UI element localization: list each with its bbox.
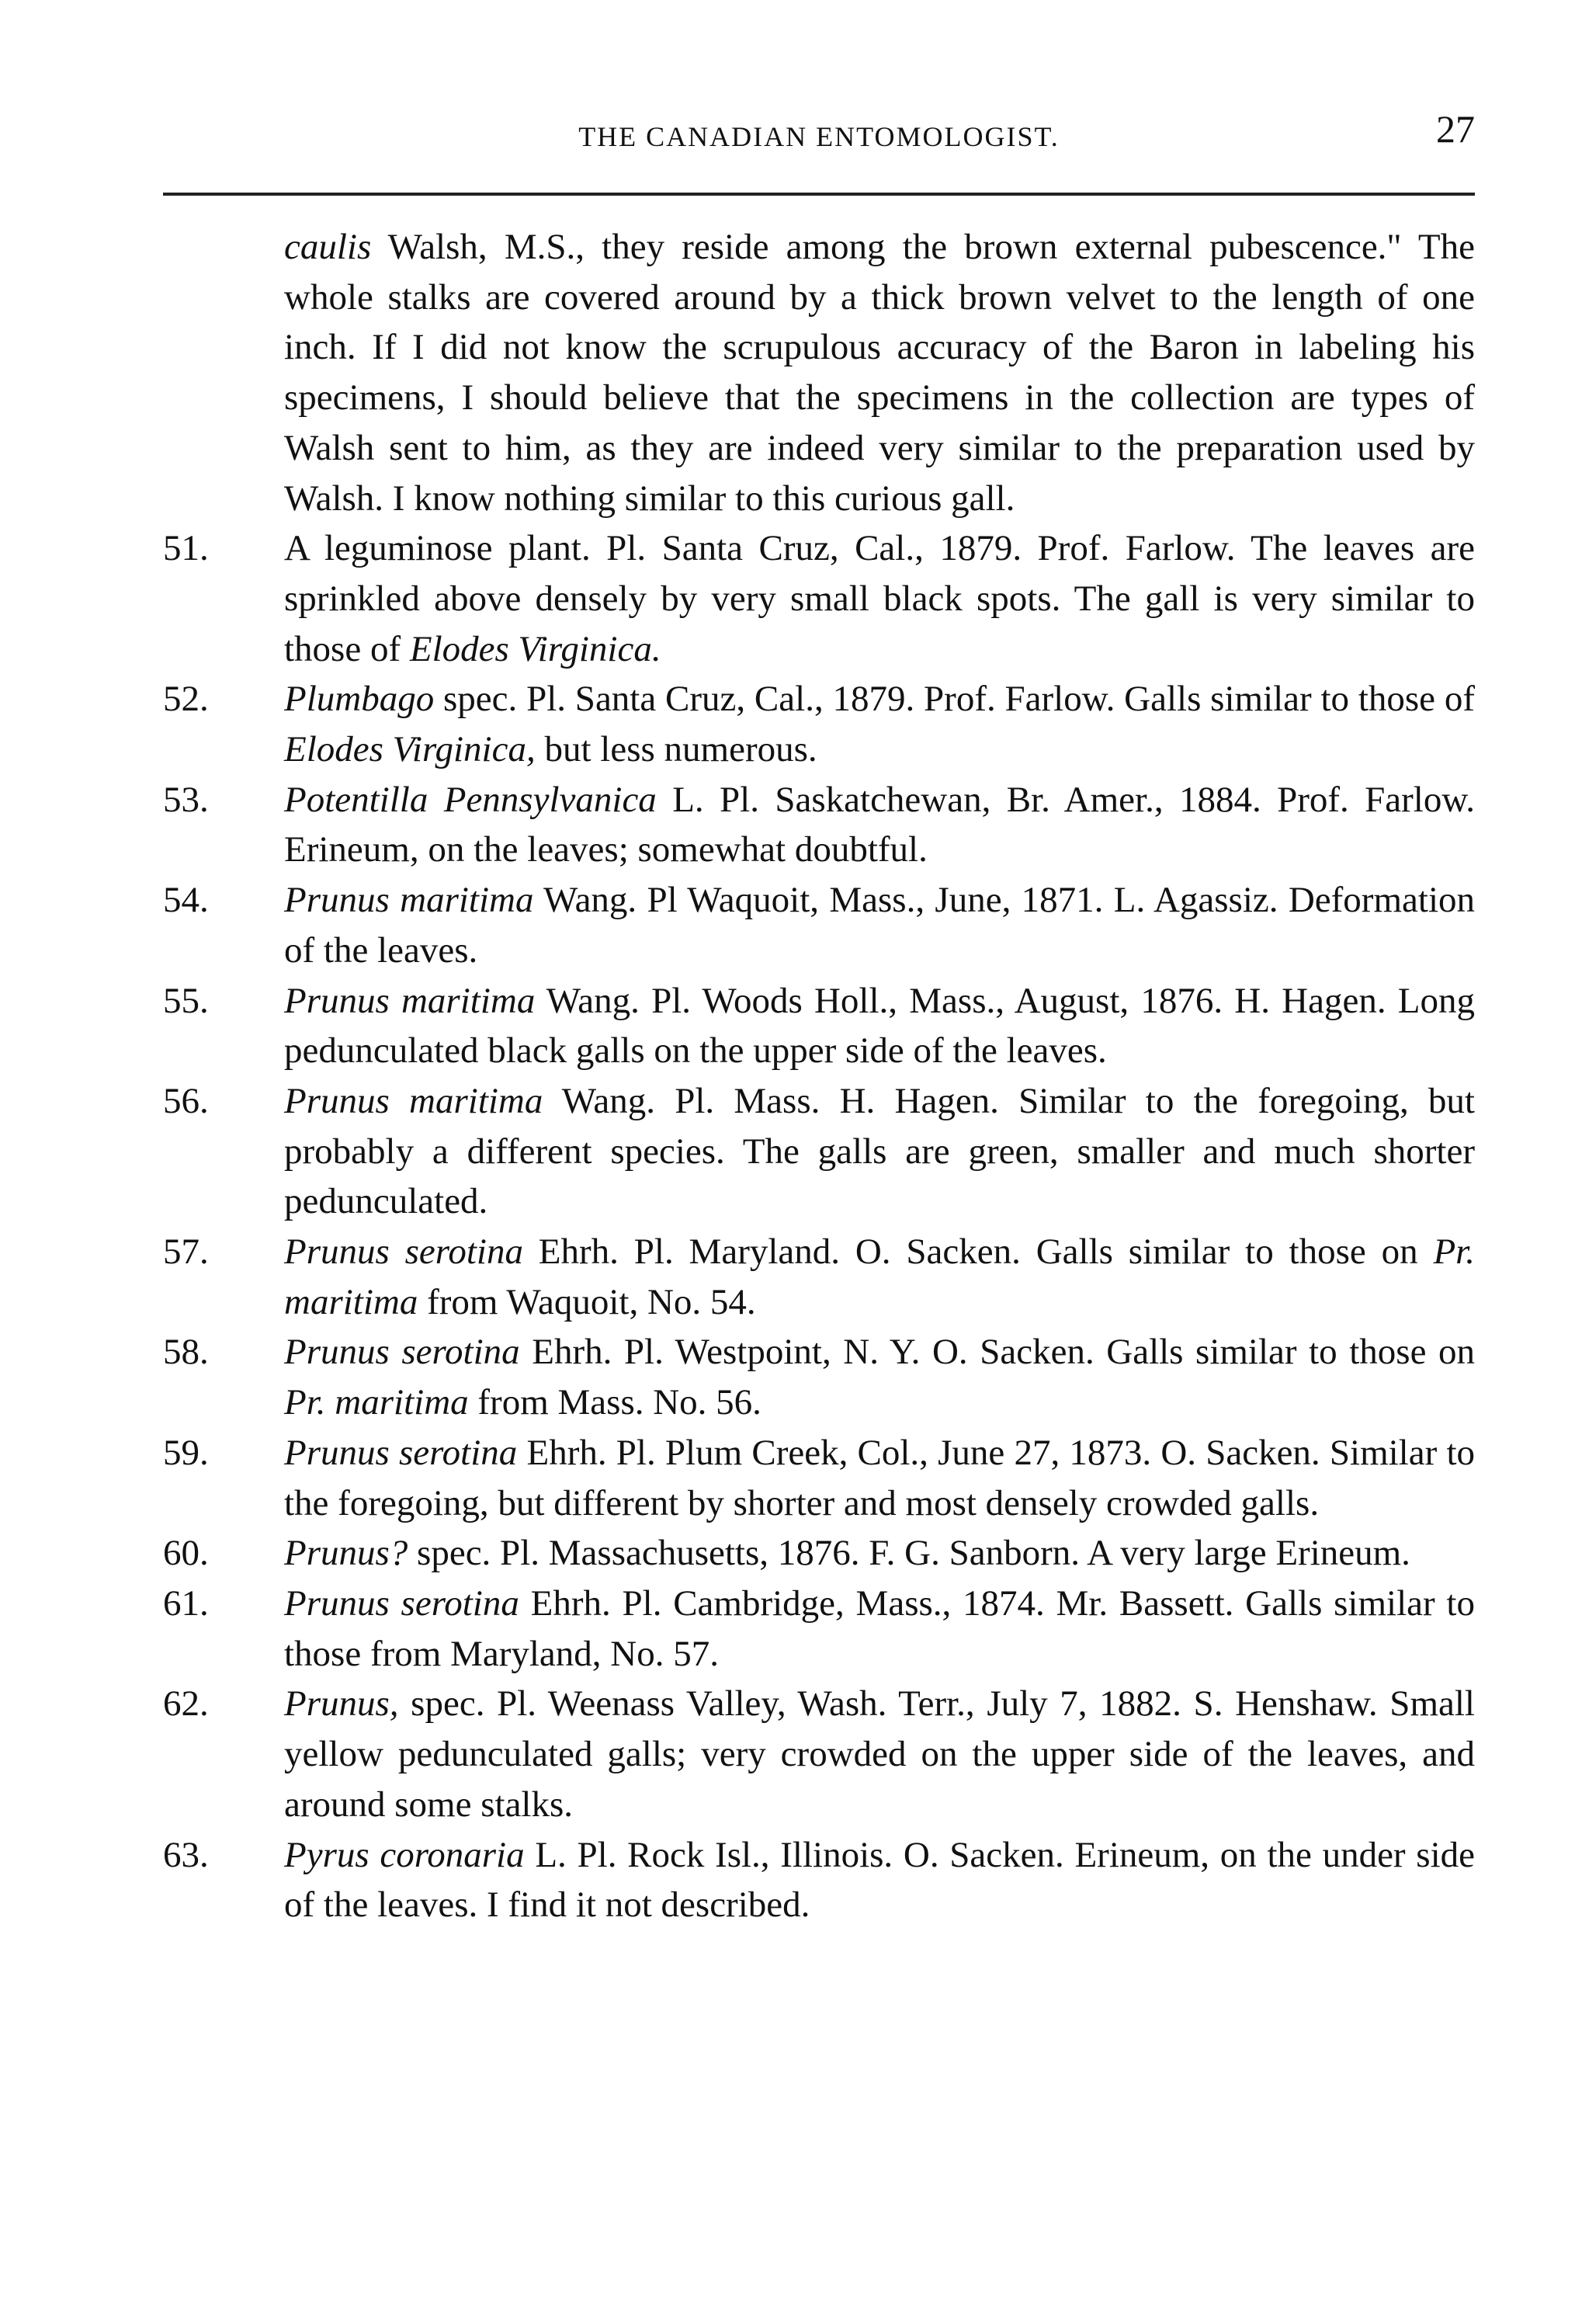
entry: [163, 222, 1475, 523]
entry-text: Prunus maritima Wang. Pl. Woods Holl., Mass., August, 1876. H. Hagen. Long pedunculated black galls on the upper side of the leaves.: [284, 980, 1475, 1072]
entry-text: Potentilla Pennsylvanica L. Pl. Saskatchewan, Br. Amer., 1884. Prof. Farlow. Erineum, on the leaves; somewhat doubtful.: [284, 779, 1476, 870]
entry-number: 56.: [163, 1080, 209, 1121]
entry: [163, 523, 1475, 674]
entry: [163, 1579, 1475, 1679]
header-rule: [163, 193, 1475, 196]
entry-number: 53.: [163, 779, 209, 820]
entry-number: 58.: [163, 1332, 209, 1373]
entry-number: 60.: [163, 1533, 209, 1574]
entry-text: caulis Walsh, M.S., they reside among the brown external pubescence." The whole stalks are covered around by a thick brown velvet to the length of one inch. If I did not know the scrupulous accuracy of the Baron in labeling his specimens, I should believe that the specimens in the collection are types of Walsh sent to him, as they are indeed very similar to the preparation used by Walsh. I know nothing similar to this curious gall.: [284, 227, 1475, 519]
entry: [163, 976, 1475, 1076]
entry-number: 51.: [163, 528, 209, 569]
entry: [163, 875, 1475, 975]
entry-text: Pyrus coronaria L. Pl. Rock Isl., Illinois. O. Sacken. Erineum, on the under side of the leaves. I find it not described.: [284, 1834, 1475, 1926]
entry-number: 55.: [163, 980, 209, 1021]
entry-text: Plumbago spec. Pl. Santa Cruz, Cal., 1879. Prof. Farlow. Galls similar to those of Elodes Virginica, but less numerous.: [284, 679, 1475, 770]
entry-text: Prunus, spec. Pl. Weenass Valley, Wash. Terr., July 7, 1882. S. Henshaw. Small yellow pedunculated galls; very crowded on the upper side of the leaves, and around some stalks.: [284, 1683, 1475, 1825]
entry: [163, 1227, 1475, 1327]
entry-number: 52.: [163, 679, 209, 720]
entry-text: Prunus serotina Ehrh. Pl. Plum Creek, Col., June 27, 1873. O. Sacken. Similar to the foregoing, but different by shorter and most densely crowded galls.: [284, 1432, 1475, 1523]
entry: [163, 1830, 1475, 1930]
entry-text: Prunus maritima Wang. Pl. Mass. H. Hagen. Similar to the foregoing, but probably a different species. The galls are green, smaller and much shorter pedunculated.: [284, 1080, 1475, 1222]
entry-text: Prunus maritima Wang. Pl Waquoit, Mass., June, 1871. L. Agassiz. Deformation of the leaves.: [284, 880, 1475, 971]
entry-text: A leguminose plant. Pl. Santa Cruz, Cal., 1879. Prof. Farlow. The leaves are sprinkled above densely by very small black spots. The gall is very similar to those of Elodes Virginica.: [284, 528, 1475, 669]
entry-number: 61.: [163, 1582, 209, 1624]
entry: [163, 1679, 1475, 1829]
entry-text: Prunus? spec. Pl. Massachusetts, 1876. F. G. Sanborn. A very large Erineum.: [284, 1533, 1410, 1574]
entry-text: Prunus serotina Ehrh. Pl. Cambridge, Mass., 1874. Mr. Bassett. Galls similar to those from Maryland, No. 57.: [284, 1582, 1475, 1674]
page-number: 27: [1436, 107, 1475, 151]
entry-text: Prunus serotina Ehrh. Pl. Westpoint, N. Y. O. Sacken. Galls similar to those on Pr. maritima from Mass. No. 56.: [284, 1332, 1476, 1423]
entry-number: 59.: [163, 1432, 209, 1473]
running-title: THE CANADIAN ENTOMOLOGIST.: [578, 121, 1060, 152]
entry-number: 54.: [163, 880, 209, 921]
entry-number: 63.: [163, 1834, 209, 1875]
page-header: [163, 107, 1475, 175]
entry: [163, 1076, 1475, 1227]
entry-number: 57.: [163, 1231, 209, 1273]
entry: [163, 775, 1475, 875]
entry: [163, 1428, 1475, 1528]
entry-list: [163, 222, 1475, 1930]
entry: [163, 1327, 1475, 1427]
entry: [163, 674, 1475, 774]
entry-text: Prunus serotina Ehrh. Pl. Maryland. O. Sacken. Galls similar to those on Pr. maritima from Waquoit, No. 54.: [284, 1231, 1475, 1322]
entry-number: 62.: [163, 1683, 209, 1725]
entry: [163, 1528, 1475, 1579]
